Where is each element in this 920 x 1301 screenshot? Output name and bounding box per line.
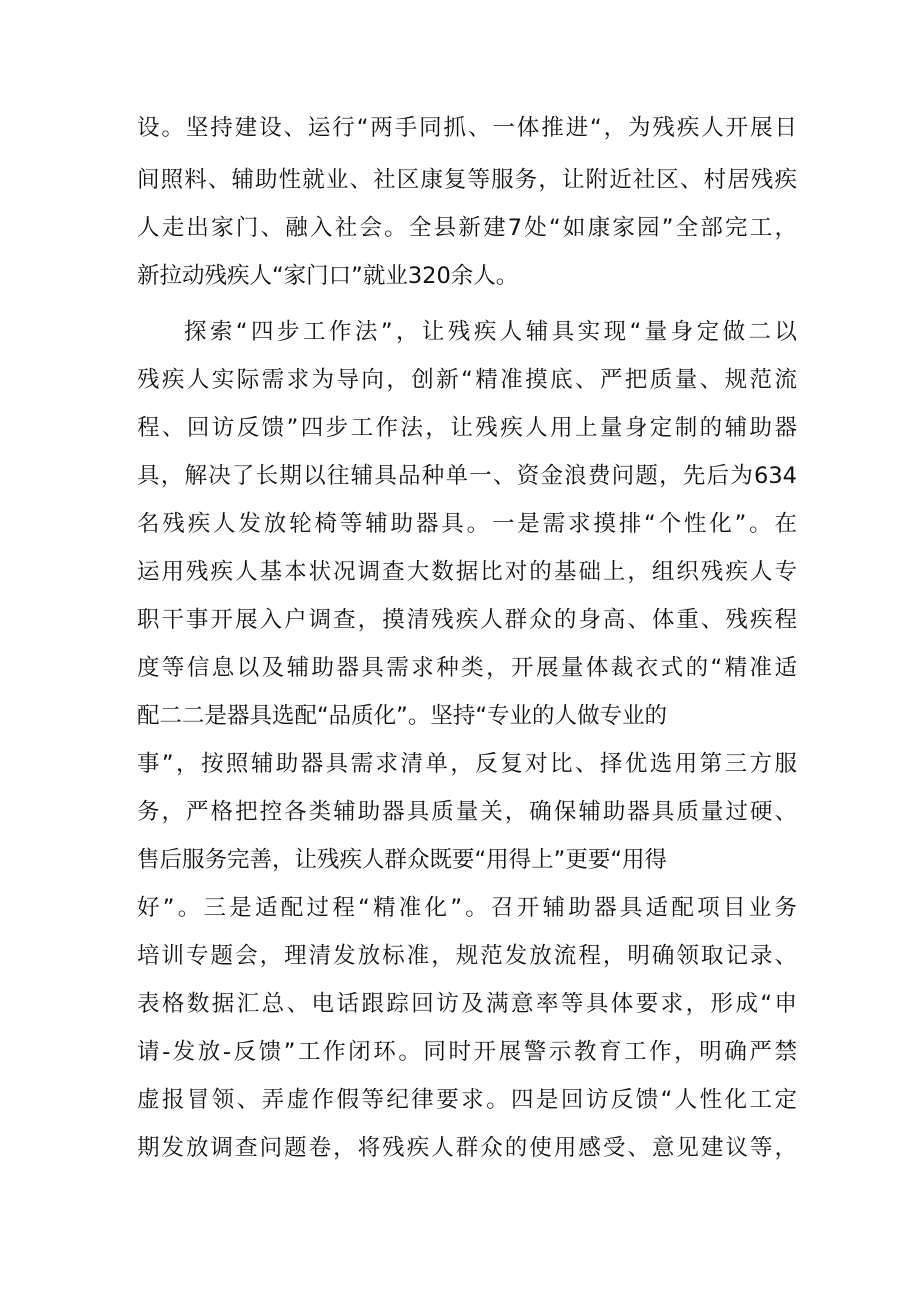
paragraph-2-line-16: 请-发放-反馈”工作闭环。同时开展警示教育工作，明确严禁 <box>137 1039 797 1065</box>
paragraph-2-line-14: 培训专题会，理清发放标准，规范发放流程，明确领取记录、 <box>137 943 797 969</box>
paragraph-1-line-4: 新拉动残疾人“家门口”就业320余人。 <box>137 263 519 289</box>
paragraph-2-line-4: 具，解决了长期以往辅具品种单一、资金浪费问题，先后为634 <box>137 463 797 489</box>
paragraph-2-line-1: 探索“四步工作法”，让残疾人辅具实现“量身定做二以 <box>184 319 797 345</box>
paragraph-2-line-2: 残疾人实际需求为导向，创新“精准摸底、严把质量、规范流 <box>137 367 797 393</box>
paragraph-2-line-10: 事”，按照辅助器具需求清单，反复对比、择优选用第三方服 <box>137 751 797 777</box>
paragraph-2-line-17: 虚报冒领、弄虚作假等纪律要求。四是回访反馈“人性化工定 <box>137 1087 797 1113</box>
paragraph-2-line-7: 职干事开展入户调查，摸清残疾人群众的身高、体重、残疾程 <box>137 607 797 633</box>
paragraph-2-line-11: 务，严格把控各类辅助器具质量关，确保辅助器具质量过硬、 <box>137 799 797 825</box>
paragraph-2-line-9: 配二二是器具选配“品质化”。坚持“专业的人做专业的 <box>137 703 667 729</box>
paragraph-2-line-6: 运用残疾人基本状况调查大数据比对的基础上，组织残疾人专 <box>137 559 797 585</box>
paragraph-2-line-8: 度等信息以及辅助器具需求种类，开展量体裁衣式的“精准适 <box>137 655 797 681</box>
paragraph-2-line-15: 表格数据汇总、电话跟踪回访及满意率等具体要求，形成“申 <box>137 991 797 1017</box>
paragraph-1-line-1: 设。坚持建设、运行“两手同抓、一体推进“，为残疾人开展日 <box>137 115 797 141</box>
paragraph-2-line-13: 好”。三是适配过程“精准化”。召开辅助器具适配项目业务 <box>137 895 797 921</box>
paragraph-2-line-3: 程、回访反馈”四步工作法，让残疾人用上量身定制的辅助器 <box>137 415 797 441</box>
paragraph-2-line-5: 名残疾人发放轮椅等辅助器具。一是需求摸排“个性化”。在 <box>137 511 797 537</box>
paragraph-1-line-3: 人走出家门、融入社会。全县新建7处“如康家园”全部完工， <box>137 215 797 241</box>
paragraph-2-line-18: 期发放调查问题卷，将残疾人群众的使用感受、意见建议等， <box>137 1135 797 1161</box>
paragraph-2-line-12: 售后服务完善，让残疾人群众既要“用得上”更要“用得 <box>137 847 667 873</box>
paragraph-1-line-2: 间照料、辅助性就业、社区康复等服务，让附近社区、村居残疾 <box>137 167 797 193</box>
